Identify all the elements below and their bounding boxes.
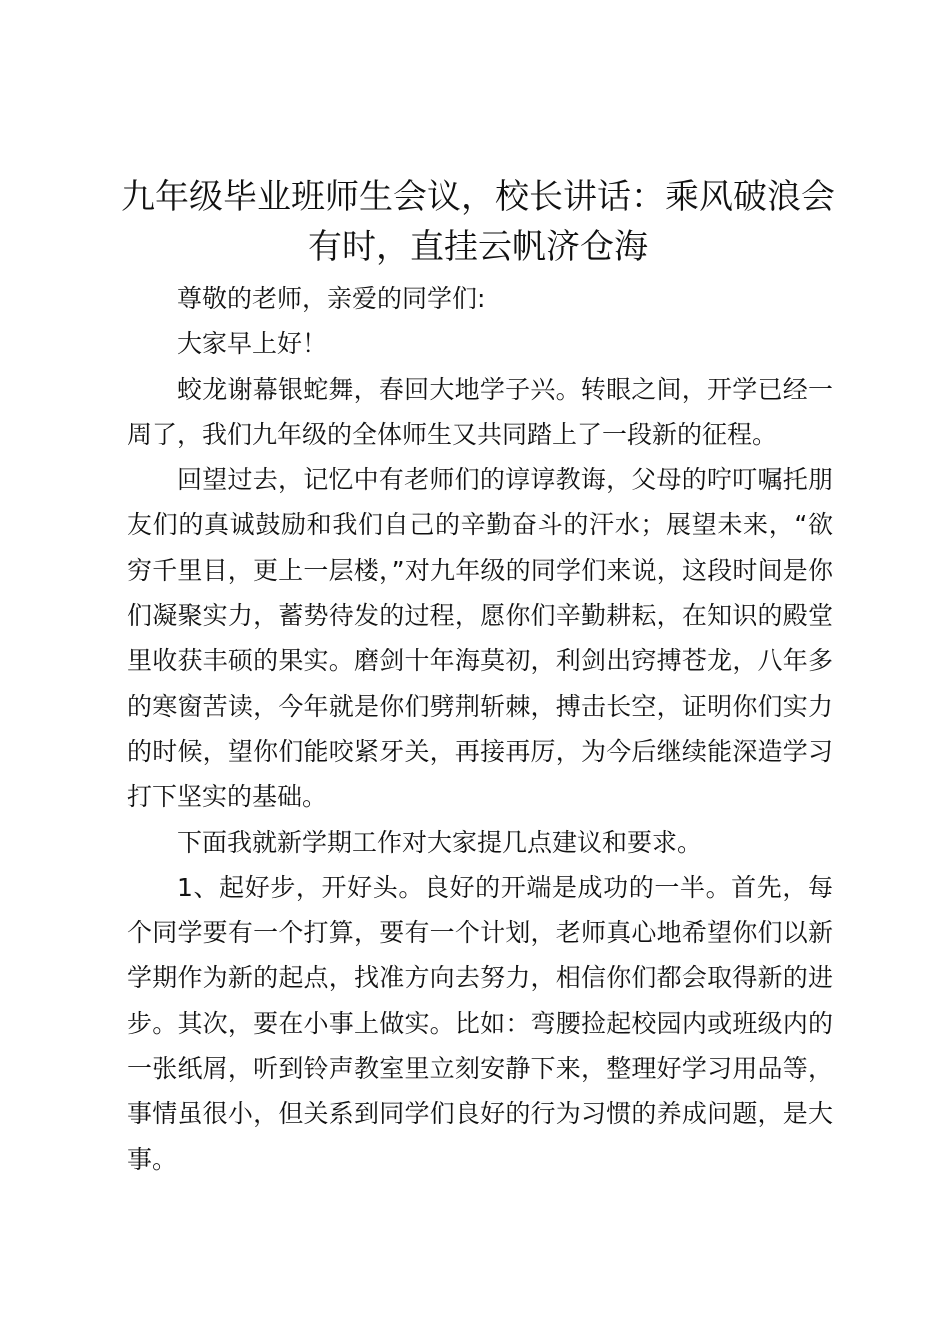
paragraph-salutation: 尊敬的老师，亲爱的同学们: (177, 284, 486, 313)
paragraph-review-outlook: 回望过去，记忆中有老师们的谆谆教诲，父母的咛叮嘱托朋友们的真诚鼓励和我们自己的辛勤奋斗的汗水；展望未来，“欲穷千里目，更上一层楼，”对九年级的同学们来说，这段时间是你们凝聚实力，蓄势待发的过程，愿你们辛勤耕耘，在知识的殿堂里收获丰硕的果实。磨剑十年海莫初，利剑出窍搏苍龙，八年多的寒窗苦读，今年就是你们劈荆斩棘，搏击长空，证明你们实力的时候，望你们能咬紧牙关，再接再厉，为今后继续能深造学习打下坚实的基础。 (127, 465, 833, 812)
paragraph-transition: 下面我就新学期工作对大家提几点建议和要求。 (177, 827, 703, 857)
paragraph-opening: 蛟龙谢幕银蛇舞，春回大地学子兴。转眼之间，开学已经一周了，我们九年级的全体师生又共同踏上了一段新的征程。 (127, 374, 833, 449)
document-title: 九年级毕业班师生会议，校长讲话：乘风破浪会有时，直挂云帆济仓海 (121, 177, 835, 267)
paragraph-greeting: 大家早上好！ (177, 329, 328, 359)
paragraph-point-1: 1、起好步，开好头。良好的开端是成功的一半。首先，每个同学要有一个打算，要有一个计划，老师真心地希望你们以新学期作为新的起点，找准方向去努力，相信你们都会取得新的进步。其次，要在小事上做实。比如：弯腰捡起校园内或班级内的一张纸屑，听到铃声教室里立刻安静下来，整理好学习用品等，事情虽很小，但关系到同学们良好的行为习惯的养成问题，是大事。 (127, 872, 833, 1174)
document-body (127, 276, 833, 1182)
